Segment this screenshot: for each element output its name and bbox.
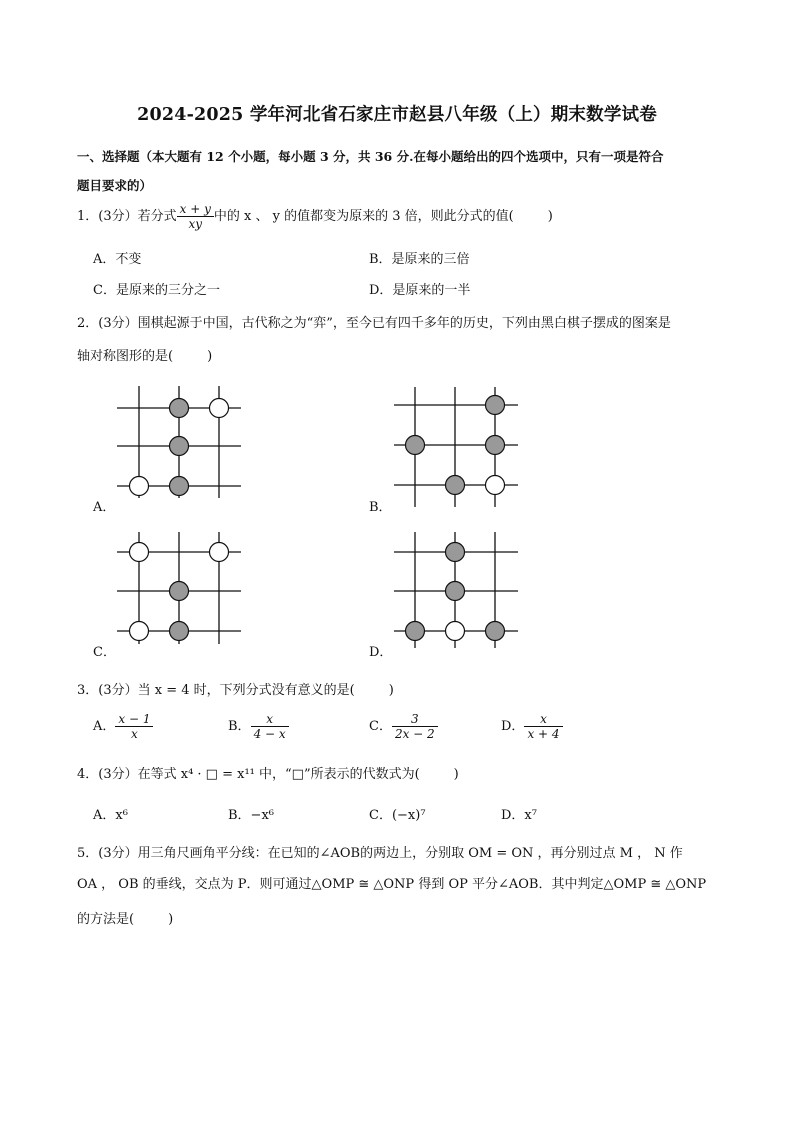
- q1-suffix: 中的 x 、 y 的值都变为原来的 3 倍，则此分式的值(: [213, 209, 514, 224]
- q3-option-d-denominator: x + 4: [527, 727, 560, 741]
- black-stone: [446, 476, 465, 495]
- q4-close-paren: ): [453, 767, 459, 782]
- black-stone: [170, 477, 189, 496]
- section-heading-line1: 一、选择题（本大题有 12 个小题，每小题 3 分，共 36 分.在每小题给出的四个选项中，只有一项是符合: [77, 149, 664, 164]
- white-stone: [486, 476, 505, 495]
- section-heading-line2: 题目要求的）: [77, 178, 153, 193]
- q3-option-a-numerator: x − 1: [115, 712, 153, 727]
- q2-option-a-label: A．: [93, 500, 116, 515]
- white-stone: [446, 622, 465, 641]
- black-stone: [170, 399, 189, 418]
- q4-option-a: A．x⁶: [93, 808, 128, 823]
- page-title: 2024-2025 学年河北省石家庄市赵县八年级（上）期末数学试卷: [137, 105, 657, 125]
- q2-option-b-label: B．: [369, 500, 392, 515]
- q2-close-paren: ): [207, 349, 213, 364]
- q1-prefix: 1．(3分）若分式: [77, 209, 177, 224]
- q1-fraction-numerator: x + y: [177, 202, 214, 217]
- q1-fraction: [177, 202, 214, 231]
- q1-option-a: A．不变: [93, 252, 142, 267]
- q3-option-d-numerator: x: [524, 712, 562, 727]
- q4-option-c: C．(−x)⁷: [369, 808, 426, 823]
- q4-option-d: D．x⁷: [501, 808, 537, 823]
- go-board-c: [117, 532, 241, 644]
- question-5-line3: [77, 908, 173, 927]
- q1-option-b: B．是原来的三倍: [369, 252, 470, 267]
- q3-option-b: [228, 712, 289, 741]
- q1-fraction-denominator: xy: [188, 217, 203, 231]
- q4-text: 4．(3分）在等式 x⁴ · □ = x¹¹ 中，“□”所表示的代数式为(: [77, 767, 420, 782]
- white-stone: [210, 543, 229, 562]
- white-stone: [130, 543, 149, 562]
- black-stone: [170, 582, 189, 601]
- go-board-a: [117, 386, 241, 498]
- black-stone: [486, 622, 505, 641]
- q3-option-a-denominator: x: [131, 727, 138, 741]
- q3-option-b-denominator: 4 − x: [253, 727, 286, 741]
- q3-option-a-label: A．: [93, 719, 116, 734]
- black-stone: [170, 622, 189, 641]
- question-4-stem: [77, 763, 459, 782]
- black-stone: [446, 582, 465, 601]
- go-board-b: [394, 387, 518, 507]
- question-2-line1: 2．(3分）围棋起源于中国，古代称之为“弈”，至今已有四千多年的历史，下列由黑白棋子摆成的图案是: [77, 316, 671, 331]
- q3-option-b-numerator: x: [251, 712, 289, 727]
- q1-option-d: D．是原来的一半: [369, 283, 471, 298]
- question-5-line2: OA ， OB 的垂线，交点为 P．则可通过△OMP ≅ △ONP 得到 OP 平分∠AOB．其中判定△OMP ≅ △ONP: [77, 877, 707, 892]
- q1-option-c: C．是原来的三分之一: [93, 283, 220, 298]
- q2-option-d-label: D．: [369, 645, 393, 660]
- q3-option-c-denominator: 2x − 2: [394, 727, 435, 741]
- black-stone: [486, 396, 505, 415]
- question-2-line2: [77, 345, 212, 364]
- q4-option-b: B．−x⁶: [228, 808, 274, 823]
- q3-close-paren: ): [388, 683, 394, 698]
- q3-option-c-label: C．: [369, 719, 392, 734]
- black-stone: [446, 543, 465, 562]
- q3-option-a: [93, 712, 153, 741]
- q5-line3-text: 的方法是(: [77, 912, 135, 927]
- q3-option-d-label: D．: [501, 719, 525, 734]
- white-stone: [210, 399, 229, 418]
- q3-option-d: [501, 712, 563, 741]
- q3-text: 3．(3分）当 x = 4 时，下列分式没有意义的是(: [77, 683, 355, 698]
- white-stone: [130, 622, 149, 641]
- question-1-stem: [77, 202, 553, 231]
- black-stone: [170, 437, 189, 456]
- q2-line2-text: 轴对称图形的是(: [77, 349, 174, 364]
- q2-option-c-label: C．: [93, 645, 116, 660]
- q3-option-c-numerator: 3: [392, 712, 438, 727]
- question-3-stem: [77, 679, 394, 698]
- q3-option-c: [369, 712, 438, 741]
- q3-option-b-label: B．: [228, 719, 251, 734]
- q5-close-paren: ): [168, 912, 174, 927]
- white-stone: [130, 477, 149, 496]
- question-5-line1: 5．(3分）用三角尺画角平分线：在已知的∠AOB的两边上，分别取 OM = ON ，再分别过点 M ， N 作: [77, 846, 683, 861]
- black-stone: [406, 436, 425, 455]
- black-stone: [486, 436, 505, 455]
- q1-close-paren: ): [547, 209, 553, 224]
- black-stone: [406, 622, 425, 641]
- go-board-d: [394, 532, 518, 648]
